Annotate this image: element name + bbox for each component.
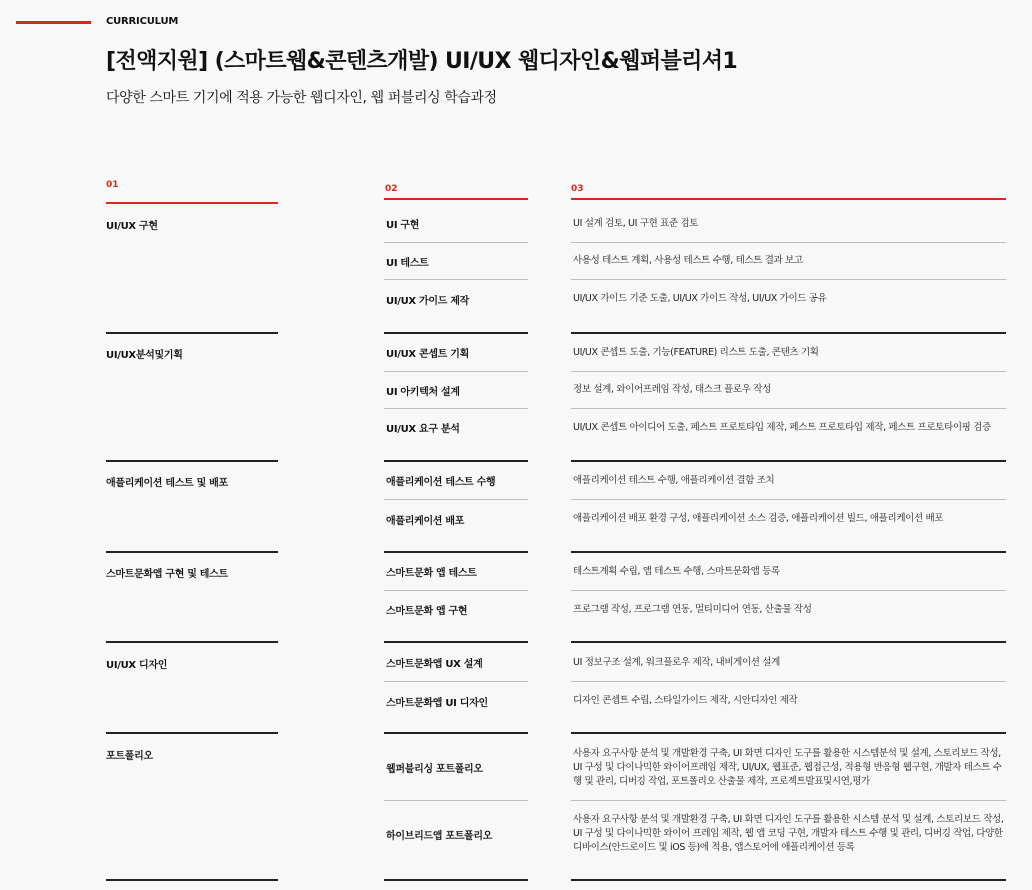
column-number-01: 01	[106, 180, 119, 190]
group-divider	[106, 879, 278, 881]
column-rule-01	[106, 202, 278, 204]
module-label: 포트폴리오	[106, 751, 153, 762]
unit-detail: 디자인 콘셉트 수립, 스타일가이드 제작, 시안디자인 제작	[573, 695, 798, 706]
column-number-03: 03	[571, 184, 584, 194]
group-divider	[384, 641, 528, 643]
unit-detail: 사용자 요구사항 분석 및 개발환경 구축, UI 화면 디자인 도구를 활용한 시스템분석 및 설계, 스토리보드 작성, UI 구성 및 다이나믹한 와이어프레임 제작, UI/UX, 웹표준, 웹접근성, 적용형 반응형 웹구현, 개발자 테스트 수행 및 관리, 디버깅 작업, 포트폴리오 산출물 제작, 프로젝트발표및시연,평가	[573, 747, 1002, 787]
unit-name: UI/UX 콘셉트 기획	[386, 349, 469, 360]
unit-name: UI 아키텍처 설계	[386, 386, 460, 398]
unit-detail: 정보 설계, 와이어프레임 작성, 태스크 플로우 작성	[573, 384, 771, 395]
group-divider	[106, 641, 278, 643]
section-eyebrow: CURRICULUM	[106, 16, 179, 27]
group-divider	[106, 551, 278, 553]
unit-detail: UI 설계 검토, UI 구현 표준 검토	[573, 217, 699, 229]
unit-name: 애플리케이션 테스트 수행	[386, 477, 496, 488]
group-divider	[106, 332, 278, 334]
unit-detail: 애플리케이션 테스트 수행, 애플리케이션 결함 조치	[573, 474, 775, 486]
module-label: UI/UX분석및기획	[106, 350, 183, 361]
group-divider	[571, 732, 1006, 734]
unit-detail: UI/UX 콘셉트 도출, 기능(FEATURE) 리스트 도출, 콘텐츠 기획	[573, 346, 819, 358]
column-rule-02	[384, 198, 528, 200]
column-rule-03	[571, 198, 1006, 200]
unit-detail: 사용자 요구사항 분석 및 개발환경 구축, UI 화면 디자인 도구를 활용한 시스템 분석 및 설계, 스토리보드 작성, UI 구성 및 다이나믹한 와이어 프레임 제작, 웹 앱 코딩 구현, 개발자 테스트 수행 및 관리, 디버깅 작업, 다양한 디바이스(안드로이드 및 iOS 등)에 적용, 앱스토어에 애플리케이션 등록	[573, 814, 1004, 853]
unit-detail: UI/UX 콘셉트 아이디어 도출, 페스트 프로토타입 제작, 페스트 프로토타입 제작, 페스트 프로토타이핑 검증	[573, 421, 991, 433]
unit-name: UI/UX 요구 분석	[386, 424, 460, 435]
unit-detail: 사용성 테스트 계획, 사용성 테스트 수행, 테스트 결과 보고	[573, 255, 803, 266]
unit-name: 하이브리드앱 포트폴리오	[386, 830, 493, 842]
unit-name: UI 테스트	[386, 257, 429, 269]
group-divider	[571, 641, 1006, 643]
unit-name: UI 구현	[386, 220, 420, 231]
column-number-02: 02	[385, 184, 398, 194]
unit-detail: 프로그램 작성, 프로그램 연동, 멀티미디어 연동, 산출물 작성	[573, 603, 812, 615]
unit-name: 애플리케이션 배포	[386, 515, 465, 527]
module-label: UI/UX 구현	[106, 221, 158, 232]
group-divider	[106, 732, 278, 734]
unit-name: 스마트문화앱 UX 설계	[386, 659, 483, 670]
unit-name: 스마트문화앱 UI 디자인	[386, 697, 488, 709]
unit-name: 스마트문화 앱 테스트	[386, 568, 477, 579]
page-title: [전액지원] (스마트웹&콘텐츠개발) UI/UX 웹디자인&웹퍼블리셔1	[106, 49, 738, 74]
module-label: UI/UX 디자인	[106, 660, 168, 671]
group-divider	[106, 460, 278, 462]
page-subtitle: 다양한 스마트 기기에 적용 가능한 웹디자인, 웹 퍼블리싱 학습과정	[106, 90, 497, 106]
group-divider	[384, 879, 528, 881]
module-label: 스마트문화앱 구현 및 테스트	[106, 569, 228, 580]
unit-name: UI/UX 가이드 제작	[386, 295, 469, 307]
accent-line	[16, 21, 91, 24]
unit-name: 스마트문화 앱 구현	[386, 606, 468, 617]
group-divider	[571, 879, 1006, 881]
unit-name: 웹퍼블리싱 포트폴리오	[386, 764, 483, 775]
module-label: 애플리케이션 테스트 및 배포	[106, 478, 228, 489]
unit-detail: 테스트계획 수립, 앱 테스트 수행, 스마트문화앱 등록	[573, 565, 780, 577]
unit-detail: UI/UX 가이드 기준 도출, UI/UX 가이드 작성, UI/UX 가이드 공유	[573, 293, 827, 304]
unit-detail: 애플리케이션 배포 환경 구성, 애플리케이션 소스 검증, 애플리케이션 빌드, 애플리케이션 배포	[573, 513, 944, 524]
unit-detail: UI 정보구조 설계, 워크플로우 제작, 내비게이션 설계	[573, 656, 780, 668]
group-divider	[384, 732, 528, 734]
